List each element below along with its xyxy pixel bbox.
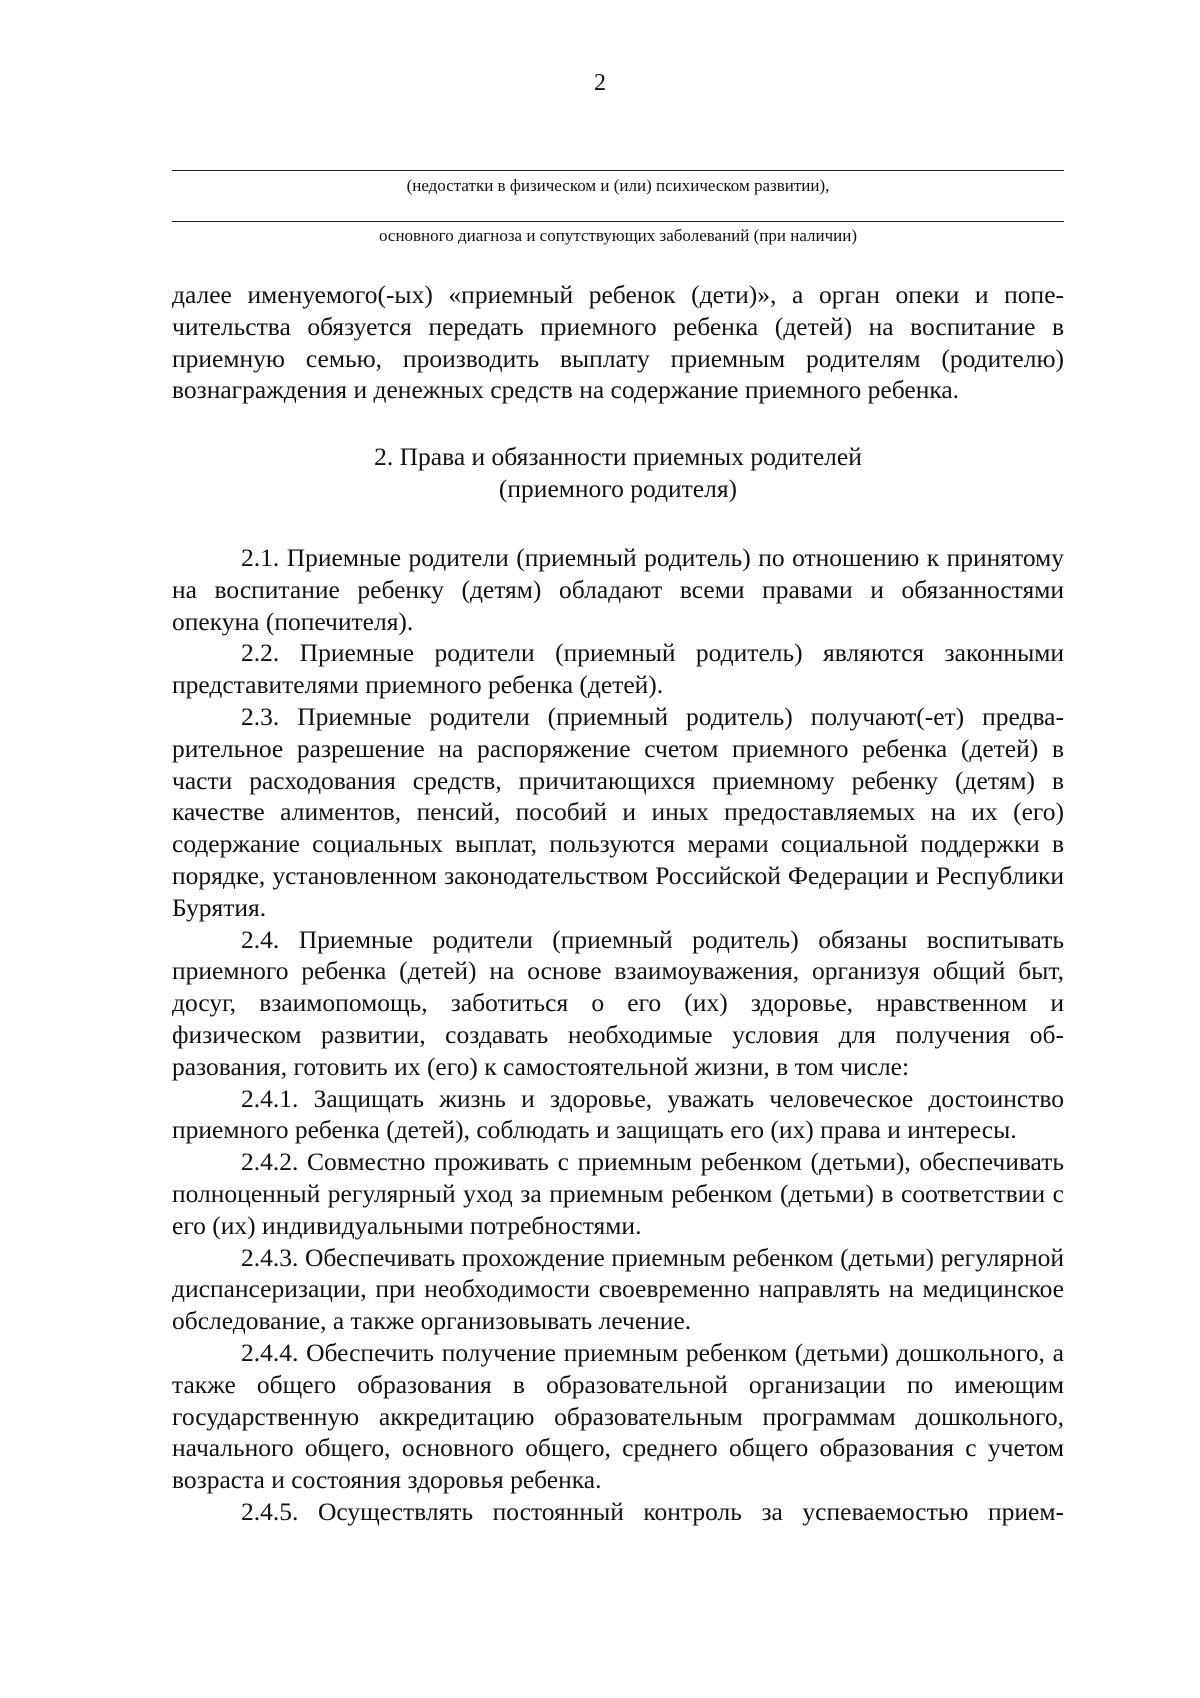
fill-line-diagnosis-main bbox=[172, 221, 1064, 222]
fill-caption-development: (недостатки в физическом и (или) психическом развитии), bbox=[406, 176, 830, 195]
intro-line: далее именуемого(-ых) «приемный ребенок (дети)», а орган опеки и попе- bbox=[172, 280, 1064, 309]
paragraph-2-4-3: 2.4.3. Обеспечивать прохождение приемным ребенком (детьми) регулярной диспансеризации, при необходимости своевременно направлять на медицинское обследование, а также организовывать лечение. bbox=[172, 1242, 1064, 1336]
section-title-line-2: (приемного родителя) bbox=[498, 474, 738, 503]
intro-paragraph bbox=[172, 279, 1064, 406]
paragraph-2-1: 2.1. Приемные родители (приемный родитель) по отношению к принятому на воспитание ребенку (детям) обладают всеми правами и обязанностями опекуна (попечителя). bbox=[172, 543, 1064, 636]
paragraph-2-3: 2.3. Приемные родители (приемный родитель) получают(-ет) предварительное разрешение на распоряжение счетом приемного ребенка (детей) в части расходования средств, причитающихся приемному ребенку (детям) в качестве алиментов, пенсий, пособий и иных предоставляемых на их (его) содержание социальных выплат, пользуются мерами социальной поддержки в порядке, установленном законодательством Российской Федерации и Республики Бурятия. bbox=[172, 701, 1064, 922]
intro-line: приемную семью, производить выплату приемным родителям (родителю) bbox=[172, 343, 1064, 373]
paragraph-2-4-2: 2.4.2. Совместно проживать с приемным ребенком (детьми), обеспечивать полноценный регулярный уход за приемным ребенком (детьми) в соответствии с его (их) индивидуальными потребностями. bbox=[172, 1147, 1064, 1240]
paragraph-2-4-1: 2.4.1. Защищать жизнь и здоровье, уважать человеческое достоинство приемного ребенка (детей), соблюдать и защищать его (их) права и интересы. bbox=[172, 1083, 1064, 1145]
page-number: 2 bbox=[594, 70, 606, 96]
fill-line-diagnosis-development bbox=[172, 170, 1064, 171]
paragraph-2-4: 2.4. Приемные родители (приемный родитель) обязаны воспитывать приемного ребенка (детей) на основе взаимоуважения, организуя общий быт, досуг, взаимопомощь, заботиться о его (их) здоровье, нравственном и физическом развитии, создавать необходимые условия для получения образования, готовить их (его) к самостоятельной жизни, в том числе: bbox=[172, 924, 1064, 1081]
paragraph-2-2: 2.2. Приемные родители (приемный родитель) являются законными представителями приемного ребенка (детей). bbox=[172, 638, 1064, 700]
paragraph-2-4-5: 2.4.5. Осуществлять постоянный контроль за успеваемостью прием- bbox=[241, 1496, 1064, 1526]
section-2-body bbox=[172, 542, 1064, 1528]
intro-line: чительства обязуется передать приемного ребенка (детей) на воспитание в bbox=[172, 311, 1064, 341]
fill-caption-diagnosis: основного диагноза и сопутствующих заболеваний (при наличии) bbox=[378, 226, 858, 245]
section-title bbox=[172, 441, 1064, 505]
section-title-line-1: 2. Права и обязанности приемных родителей bbox=[374, 442, 862, 471]
paragraph-2-4-4: 2.4.4. Обеспечить получение приемным ребенком (детьми) дошкольного, а также общего образования в образовательной организации по имеющим государственную аккредитацию образовательным программам дошкольного, начального общего, основного общего, среднего общего образования с учетом возраста и состояния здоровья ребенка. bbox=[172, 1337, 1064, 1495]
intro-line: вознаграждения и денежных средств на содержание приемного ребенка. bbox=[172, 375, 960, 405]
